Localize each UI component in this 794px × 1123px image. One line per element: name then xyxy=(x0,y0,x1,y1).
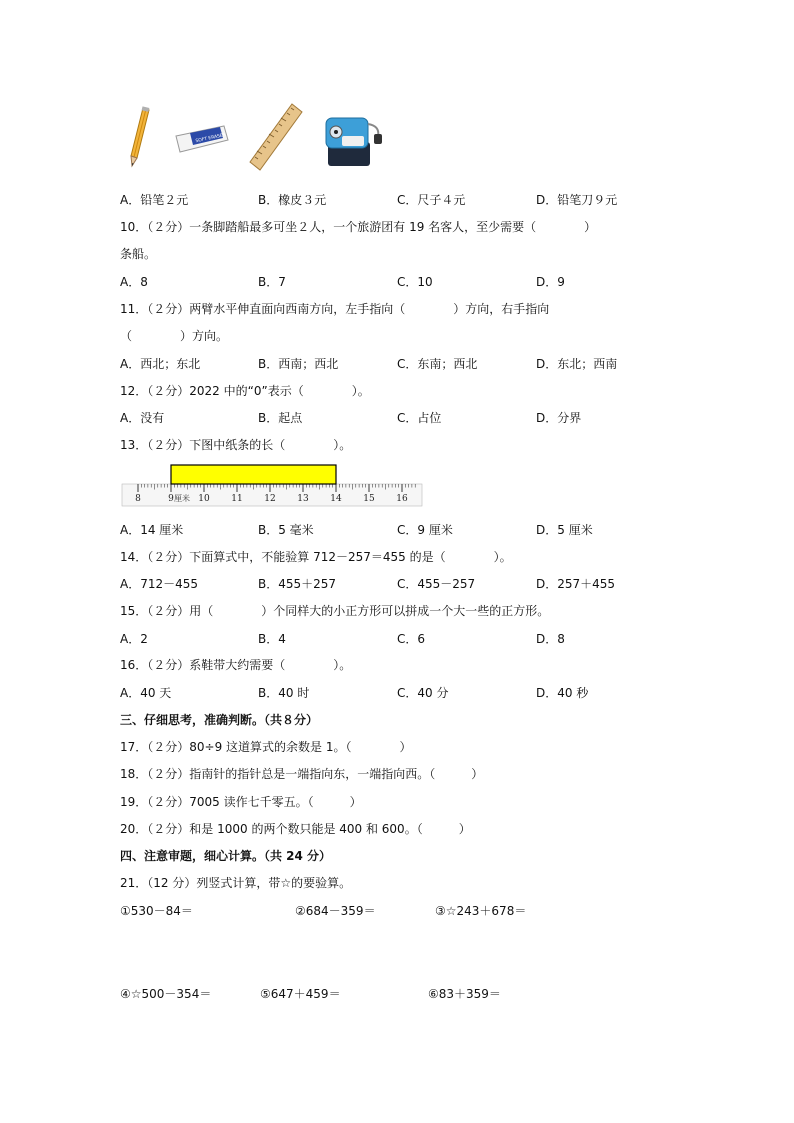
q21-item-6: ⑥83＋359＝ xyxy=(428,987,501,1001)
q10-option-c[interactable]: C．10 xyxy=(397,275,433,289)
q13-option-d[interactable]: D．5 厘米 xyxy=(536,523,593,537)
ruler-unit-label: 厘米 xyxy=(174,494,190,503)
q13-option-b[interactable]: B．5 毫米 xyxy=(258,523,314,537)
q16-option-a[interactable]: A．40 天 xyxy=(120,686,172,700)
pencil-sharpener-image xyxy=(320,112,386,170)
ruler-image xyxy=(248,102,304,172)
q13-question: 13．（２分）下图中纸条的长（ ）。 xyxy=(120,438,352,452)
q16-option-b[interactable]: B．40 时 xyxy=(258,686,310,700)
ruler-tick-label: 11 xyxy=(231,494,243,504)
q12-question: 12．（２分）2022 中的“0”表示（ ）。 xyxy=(120,384,370,398)
q10-question-line1: 10．（２分）一条脚踏船最多可坐２人，一个旅游团有 19 名客人，至少需要（ ） xyxy=(120,220,597,234)
q14-question: 14．（２分）下面算式中，不能验算 712－257＝455 的是（ ）。 xyxy=(120,550,512,564)
ruler-tick-label: 10 xyxy=(198,494,210,504)
q12-option-a[interactable]: A．没有 xyxy=(120,411,165,425)
q13-option-a[interactable]: A．14 厘米 xyxy=(120,523,184,537)
q15-option-a[interactable]: A．2 xyxy=(120,632,148,646)
q15-option-b[interactable]: B．4 xyxy=(258,632,286,646)
q21-item-4: ④☆500－354＝ xyxy=(120,987,212,1001)
q19-question: 19．（２分）7005 读作七千零五。（ ） xyxy=(120,795,362,809)
q11-question-line1: 11．（２分）两臂水平伸直面向西南方向，左手指向（ ）方向，右手指向 xyxy=(120,302,550,316)
q18-question: 18．（２分）指南针的指针总是一端指向东，一端指向西。（ ） xyxy=(120,767,484,781)
q10-option-d[interactable]: D．9 xyxy=(536,275,565,289)
q13-option-c[interactable]: C．9 厘米 xyxy=(397,523,453,537)
pencil-image xyxy=(124,106,158,168)
q21-item-2: ②684－359＝ xyxy=(295,904,376,918)
q14-option-a[interactable]: A．712－455 xyxy=(120,577,199,591)
q21-question: 21．（12 分）列竖式计算，带☆的要验算。 xyxy=(120,876,352,890)
q10-option-a[interactable]: A．8 xyxy=(120,275,148,289)
ruler-tick-label: 9 xyxy=(168,494,174,504)
ruler-tick-label: 14 xyxy=(330,494,342,504)
ruler-tick-label: 8 xyxy=(135,494,141,504)
q21-item-1: ①530－84＝ xyxy=(120,904,193,918)
section4-title: 四、注意审题，细心计算。（共 24 分） xyxy=(120,849,332,863)
ruler-tick-label: 16 xyxy=(396,494,408,504)
q12-option-b[interactable]: B．起点 xyxy=(258,411,303,425)
q12-option-d[interactable]: D．分界 xyxy=(536,411,582,425)
q16-question: 16．（２分）系鞋带大约需要（ ）。 xyxy=(120,658,352,672)
paper-strip xyxy=(171,465,336,484)
q14-option-c[interactable]: C．455－257 xyxy=(397,577,476,591)
q11-option-a[interactable]: A．西北；东北 xyxy=(120,357,201,371)
q10-option-b[interactable]: B．7 xyxy=(258,275,286,289)
q11-option-d[interactable]: D．东北；西南 xyxy=(536,357,618,371)
q16-option-c[interactable]: C．40 分 xyxy=(397,686,449,700)
q11-option-c[interactable]: C．东南；西北 xyxy=(397,357,478,371)
q15-question: 15．（２分）用（ ）个同样大的小正方形可以拼成一个大一些的正方形。 xyxy=(120,604,550,618)
q9-option-b[interactable]: B．橡皮３元 xyxy=(258,193,327,207)
eraser-image xyxy=(172,122,230,156)
q14-option-d[interactable]: D．257＋455 xyxy=(536,577,616,591)
q21-item-3: ③☆243＋678＝ xyxy=(435,904,527,918)
q15-option-d[interactable]: D．8 xyxy=(536,632,565,646)
ruler-tick-label: 13 xyxy=(297,494,309,504)
q16-option-d[interactable]: D．40 秒 xyxy=(536,686,589,700)
ruler-tick-label: 12 xyxy=(264,494,276,504)
q12-option-c[interactable]: C．占位 xyxy=(397,411,442,425)
q17-question: 17．（２分）80÷9 这道算式的余数是 1。（ ） xyxy=(120,740,412,754)
q21-item-5: ⑤647＋459＝ xyxy=(260,987,341,1001)
eraser-label: SOFT ERASER xyxy=(195,132,227,145)
q14-option-b[interactable]: B．455＋257 xyxy=(258,577,337,591)
q11-question-line2: （ ）方向。 xyxy=(120,329,229,343)
q9-option-c[interactable]: C．尺子４元 xyxy=(397,193,466,207)
section3-title: 三、仔细思考，准确判断。（共８分） xyxy=(120,713,319,727)
q20-question: 20．（２分）和是 1000 的两个数只能是 400 和 600。（ ） xyxy=(120,822,471,836)
q11-option-b[interactable]: B．西南；西北 xyxy=(258,357,339,371)
q10-question-line2: 条船。 xyxy=(120,247,157,261)
q9-option-d[interactable]: D．铅笔刀９元 xyxy=(536,193,618,207)
q9-option-a[interactable]: A．铅笔２元 xyxy=(120,193,189,207)
ruler-figure xyxy=(120,460,425,510)
ruler-tick-label: 15 xyxy=(363,494,375,504)
q15-option-c[interactable]: C．6 xyxy=(397,632,426,646)
